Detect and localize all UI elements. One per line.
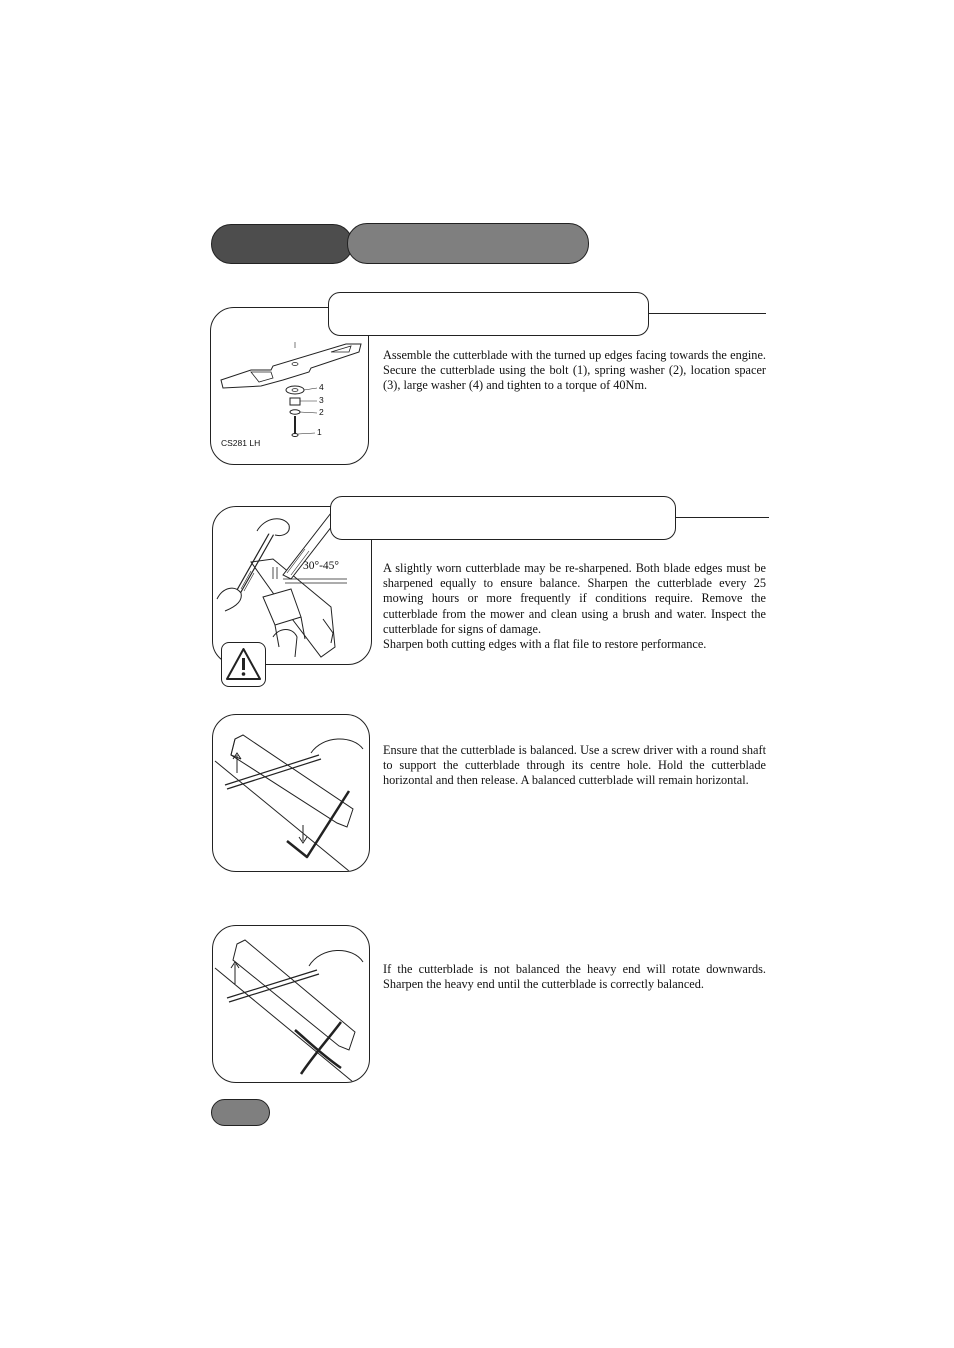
figure-balanced-blade xyxy=(212,714,370,872)
callout-1: 1 xyxy=(317,427,322,437)
figure-code: CS281 LH xyxy=(221,438,261,448)
section1-heading-rule xyxy=(649,313,766,314)
warning-icon xyxy=(221,642,266,687)
page-number-tab xyxy=(211,1099,270,1126)
angle-label: 30°-45° xyxy=(303,560,340,572)
section2-text: A slightly worn cutterblade may be re-sharpened. Both blade edges must be sharpened equally to ensure balance. Sharpen the cutterblade every 25 mowing hours or more frequently if conditions require. Remove the cutterblade from the mower and clean using a brush and water. Inspect the cutterblade for signs of damage. Sharpen both cutting edges with a flat file to restore performance. xyxy=(383,561,766,652)
unbalanced-blade-illustration xyxy=(213,926,370,1083)
section1-text: Assemble the cutterblade with the turned up edges facing towards the engine. Secure the cutterblade using the bolt (1), spring washer (2), location spacer (3), large washer (4) and tighten to a torque of 40Nm. xyxy=(383,348,766,393)
section1-heading-box xyxy=(328,292,649,336)
section2-heading-rule xyxy=(676,517,769,518)
figure-unbalanced-blade xyxy=(212,925,370,1083)
callout-3: 3 xyxy=(319,395,324,405)
section3-text: Ensure that the cutterblade is balanced. Use a screw driver with a round shaft to support the cutterblade through its centre hole. Hold the cutterblade horizontal and then release. A balanced cutterblade will remain horizontal. xyxy=(383,743,766,788)
callout-4: 4 xyxy=(319,382,324,392)
header-tab-dark xyxy=(211,224,353,264)
balanced-blade-illustration xyxy=(213,715,370,872)
section4-text: If the cutterblade is not balanced the heavy end will rotate downwards. Sharpen the heavy end until the cutterblade is correctly balanced. xyxy=(383,962,766,992)
callout-2: 2 xyxy=(319,407,324,417)
section2-heading-box xyxy=(330,496,676,540)
header-tab-grey xyxy=(347,223,589,264)
